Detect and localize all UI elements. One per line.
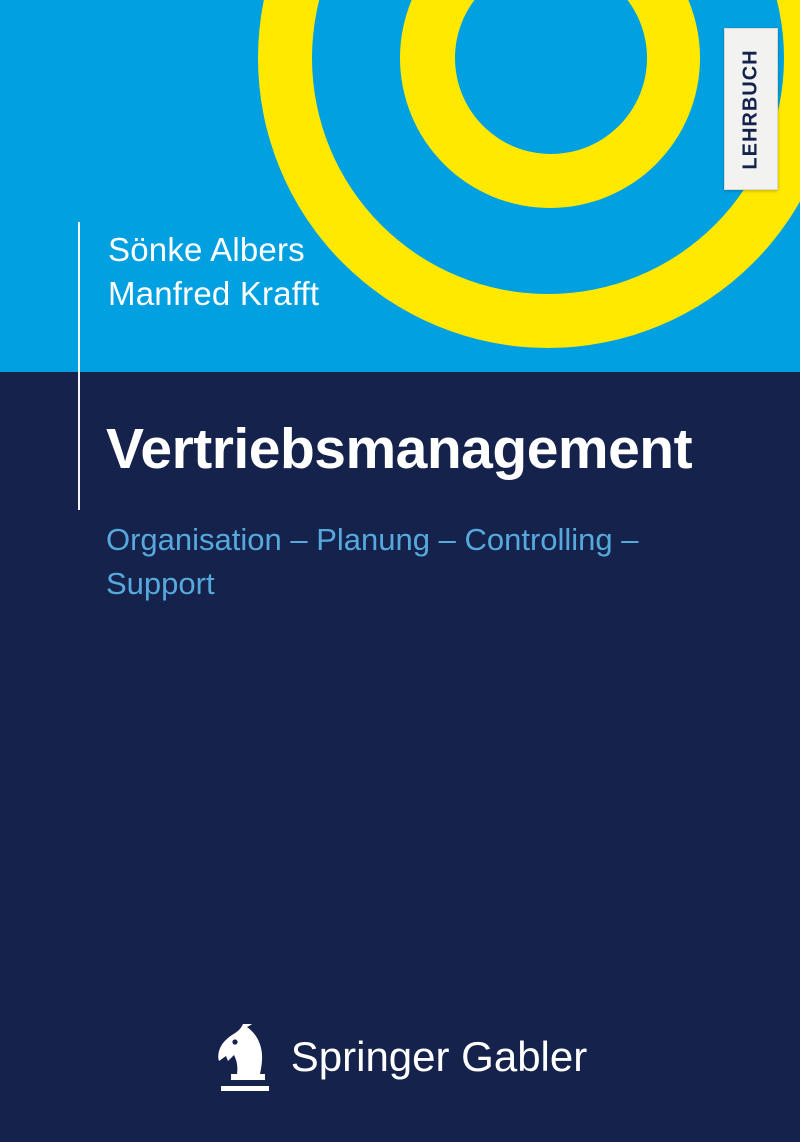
book-title: Vertriebsmanagement: [106, 417, 693, 481]
lehrbuch-badge: [724, 28, 778, 190]
book-subtitle: Organisation – Planung – Controlling – Support: [106, 522, 639, 602]
author-name: Sönke Albers: [108, 231, 305, 268]
lehrbuch-badge-label: LEHRBUCH: [739, 48, 762, 170]
publisher-block: [0, 1020, 800, 1094]
springer-knight-icon: [213, 1020, 277, 1094]
publisher-name: Springer Gabler: [290, 1033, 588, 1080]
author-list: [108, 228, 319, 315]
cover-top-band: [0, 0, 800, 372]
vertical-rule: [78, 222, 80, 510]
author-name: Manfred Krafft: [108, 274, 320, 312]
